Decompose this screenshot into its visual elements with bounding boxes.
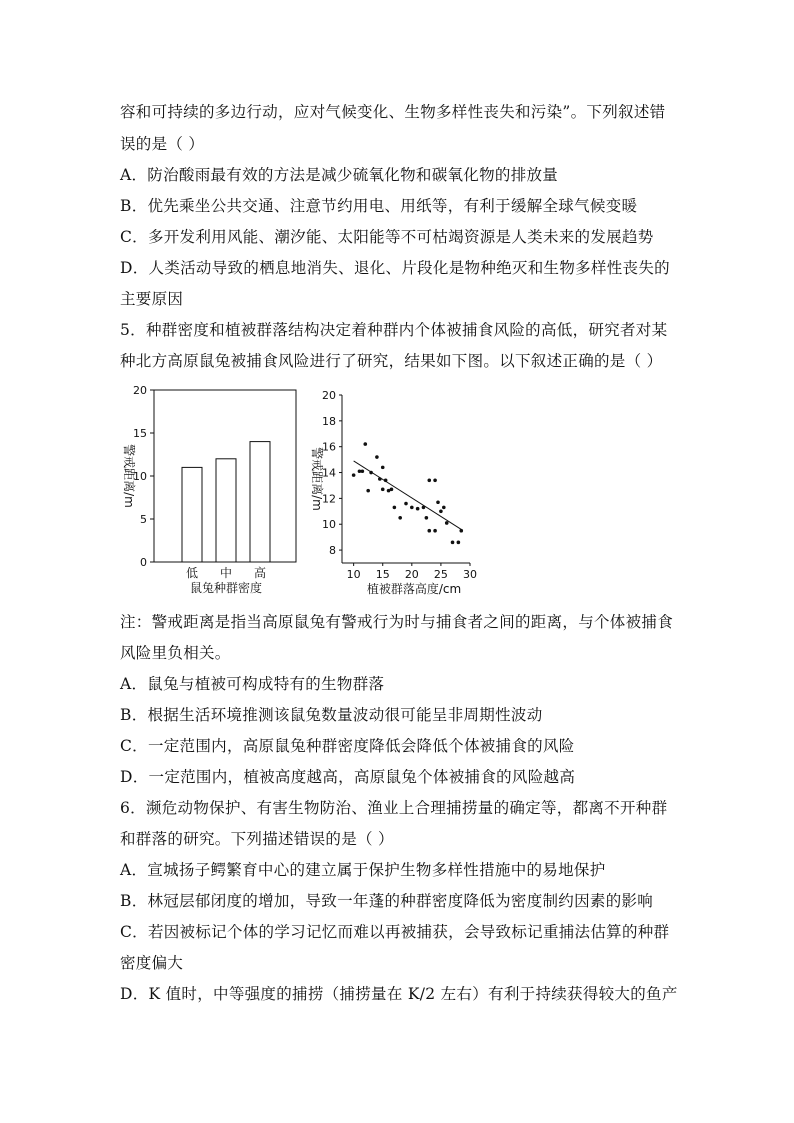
scatter-point bbox=[436, 500, 440, 504]
q5-option-b: B．根据生活环境推测该鼠兔数量波动很可能呈非周期性波动 bbox=[120, 706, 543, 724]
q6-option-c-line2: 密度偏大 bbox=[120, 954, 184, 972]
bar-x-axis-label: 鼠兔种群密度 bbox=[189, 581, 263, 595]
scatter-x-tick-label: 25 bbox=[433, 568, 448, 581]
q5-note-line2: 风险里负相关。 bbox=[120, 644, 231, 662]
scatter-x-tick-label: 15 bbox=[375, 568, 390, 581]
scatter-point bbox=[451, 541, 455, 545]
scatter-point bbox=[439, 510, 443, 514]
bar-x-tick-label: 低 bbox=[185, 566, 199, 580]
scatter-point bbox=[433, 478, 437, 482]
q4-stem-line1: 容和可持续的多边行动，应对气候变化、生物多样性丧失和污染”。下列叙述错 bbox=[120, 103, 666, 121]
scatter-y-tick-label: 12 bbox=[322, 492, 336, 506]
q4-stem-line2: 误的是（ ） bbox=[120, 135, 205, 153]
bar-y-tick-label: 5 bbox=[140, 513, 147, 526]
scatter-point bbox=[433, 529, 437, 533]
q5-stem-line2: 种北方高原鼠兔被捕食风险进行了研究，结果如下图。以下叙述正确的是（ ） bbox=[120, 352, 663, 370]
q4-option-d-line1: D．人类活动导致的栖息地消失、退化、片段化是物种绝灭和生物多样性丧失的 bbox=[120, 259, 670, 277]
scatter-y-tick-label: 10 bbox=[322, 518, 336, 532]
scatter-point bbox=[404, 502, 408, 506]
scatter-point bbox=[416, 507, 420, 511]
scatter-point bbox=[425, 516, 429, 520]
q5-option-c: C．一定范围内，高原鼠兔种群密度降低会降低个体被捕食的风险 bbox=[120, 737, 575, 755]
scatter-point bbox=[442, 506, 446, 510]
bar-x-tick-label: 高 bbox=[253, 566, 267, 580]
scatter-point bbox=[457, 541, 461, 545]
scatter-x-tick-label: 30 bbox=[463, 568, 477, 581]
scatter-point bbox=[361, 469, 365, 473]
scatter-y-tick-label: 18 bbox=[322, 414, 336, 428]
scatter-y-tick-label: 8 bbox=[329, 544, 336, 558]
bar-y-tick-label: 15 bbox=[133, 427, 147, 440]
q4-option-d-line2: 主要原因 bbox=[120, 290, 184, 308]
q5-note-line1: 注：警戒距离是指当高原鼠兔有警戒行为时与捕食者之间的距离，与个体被捕食 bbox=[120, 613, 674, 631]
q4-option-a: A．防治酸雨最有效的方法是减少硫氧化物和碳氧化物的排放量 bbox=[120, 166, 559, 184]
q6-stem-line2: 和群落的研究。下列描述错误的是（ ） bbox=[120, 830, 394, 848]
scatter-y-tick-label: 20 bbox=[322, 389, 336, 402]
bar bbox=[182, 467, 202, 562]
scatter-x-tick-label: 20 bbox=[404, 568, 419, 581]
scatter-y-axis-label: 警戒距离/m bbox=[310, 447, 324, 511]
bar-y-tick-label: 20 bbox=[133, 384, 147, 397]
scatter-y-tick-label: 14 bbox=[322, 466, 336, 480]
scatter-point bbox=[398, 516, 402, 520]
bar bbox=[216, 459, 236, 562]
scatter-y-tick-label: 16 bbox=[322, 440, 336, 454]
q6-option-b: B．林冠层郁闭度的增加，导致一年蓬的种群密度降低为密度制约因素的影响 bbox=[120, 892, 654, 910]
q6-option-a: A．宣城扬子鳄繁育中心的建立属于保护生物多样性措施中的易地保护 bbox=[120, 861, 606, 879]
scatter-point bbox=[352, 473, 356, 477]
scatter-point bbox=[445, 521, 449, 525]
bar-x-tick-label: 中 bbox=[219, 566, 233, 580]
scatter-point bbox=[410, 506, 414, 510]
scatter-point bbox=[381, 488, 385, 492]
q4-option-c: C．多开发利用风能、潮汐能、太阳能等不可枯竭资源是人类未来的发展趋势 bbox=[120, 228, 654, 246]
q5-option-d: D．一定范围内，植被高度越高，高原鼠兔个体被捕食的风险越高 bbox=[120, 768, 576, 786]
scatter-chart bbox=[305, 385, 485, 600]
bar-y-tick-label: 0 bbox=[140, 556, 147, 569]
scatter-point bbox=[375, 455, 379, 459]
bar-y-axis-label: 警戒距离/m bbox=[122, 444, 136, 508]
scatter-point bbox=[366, 489, 370, 493]
q5-stem-line1: 5．种群密度和植被群落结构决定着种群内个体被捕食风险的高低，研究者对某 bbox=[120, 321, 668, 339]
scatter-x-tick-label: 10 bbox=[346, 568, 361, 581]
scatter-trendline bbox=[354, 461, 462, 529]
q6-stem-line1: 6．濒危动物保护、有害生物防治、渔业上合理捕捞量的确定等，都离不开种群 bbox=[120, 799, 668, 817]
scatter-point bbox=[363, 442, 367, 446]
bar-y-tick-label: 10 bbox=[133, 470, 147, 483]
scatter-point bbox=[459, 529, 463, 533]
scatter-point bbox=[393, 506, 397, 510]
q5-option-a: A．鼠兔与植被可构成特有的生物群落 bbox=[120, 675, 385, 693]
scatter-point bbox=[427, 529, 431, 533]
scatter-point bbox=[390, 488, 394, 492]
scatter-point bbox=[427, 478, 431, 482]
q6-option-c-line1: C．若因被标记个体的学习记忆而难以再被捕获，会导致标记重捕法估算的种群 bbox=[120, 923, 670, 941]
q4-option-b: B．优先乘坐公共交通、注意节约用电、用纸等，有利于缓解全球气候变暖 bbox=[120, 197, 638, 215]
scatter-x-axis-label: 植被群落高度/cm bbox=[366, 582, 462, 596]
scatter-point bbox=[381, 466, 385, 470]
q6-option-d: D．K 值时，中等强度的捕捞（捕捞量在 K/2 左右）有利于持续获得较大的鱼产 bbox=[120, 985, 678, 1003]
bar-chart bbox=[110, 380, 310, 600]
bar bbox=[250, 442, 270, 562]
